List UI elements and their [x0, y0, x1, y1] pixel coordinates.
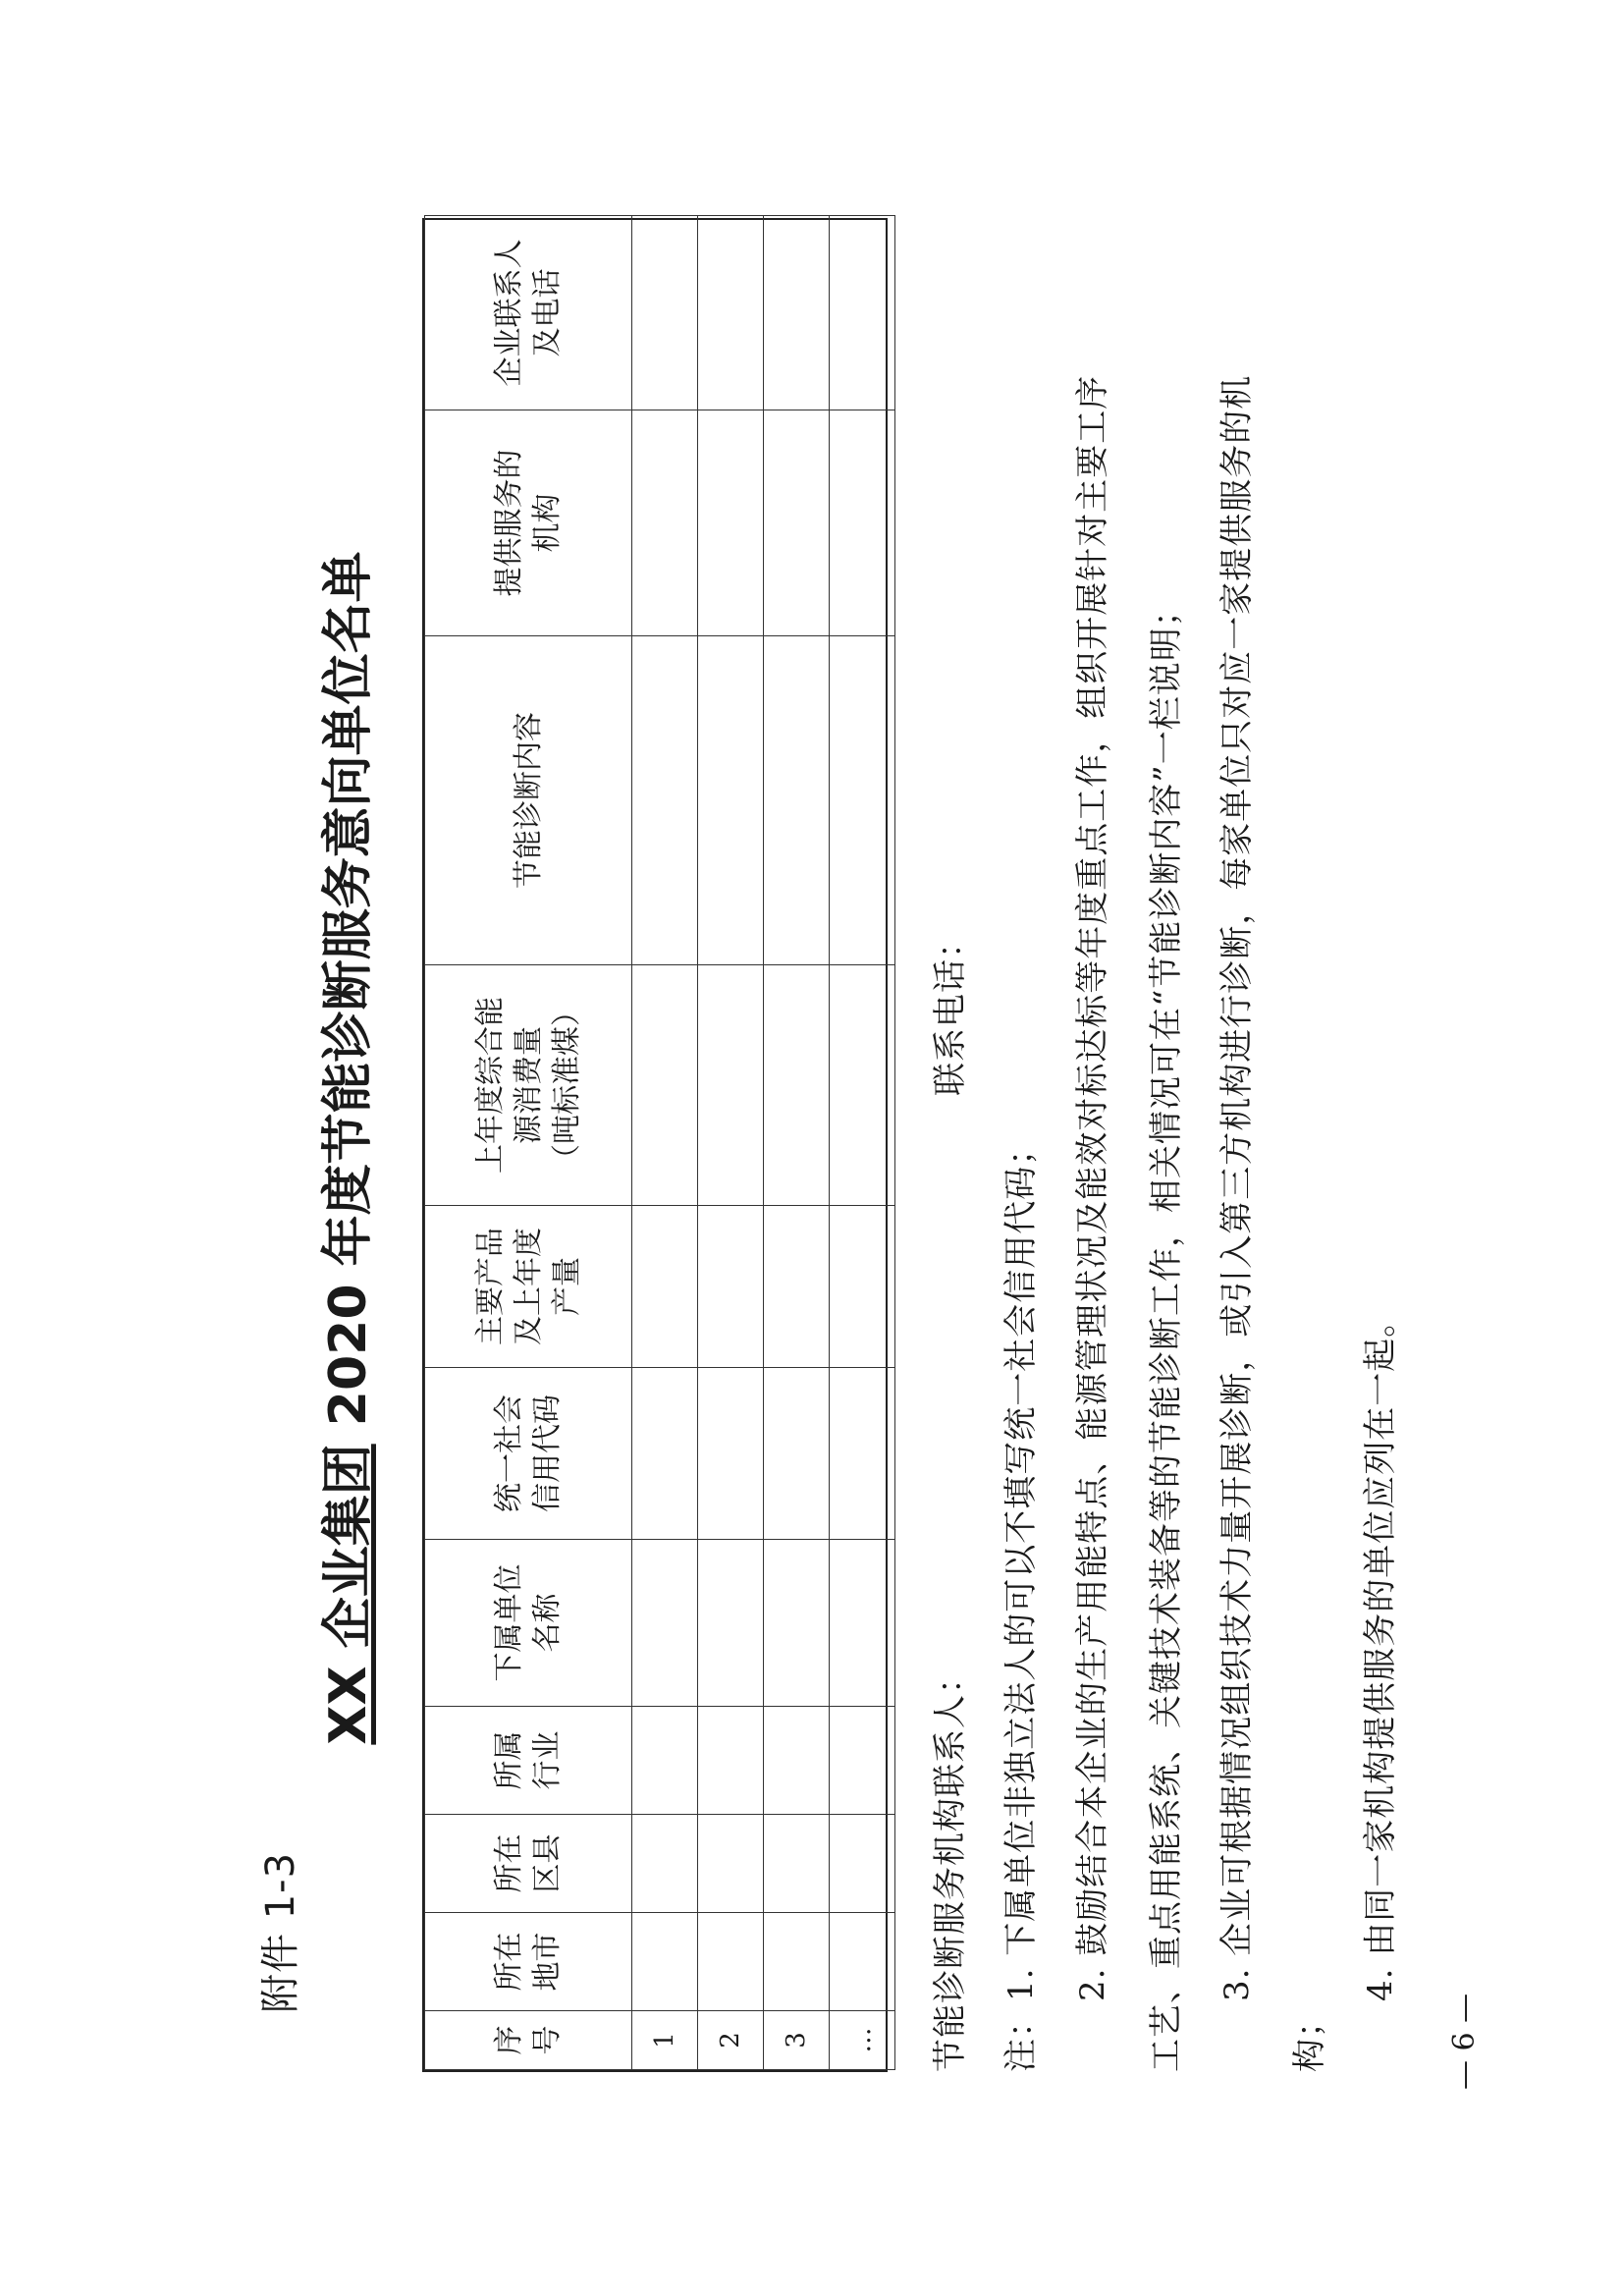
table-cell [632, 410, 698, 636]
document-title [306, 0, 380, 2296]
table-cell [830, 216, 895, 410]
table-cell [698, 1368, 764, 1540]
note-1: 1. 下属单位非独立法人的可以不填写统一社会信用代码； [1001, 1130, 1041, 2001]
table-cell [632, 216, 698, 410]
note-2-continued: 工艺、重点用能系统、关键技术装备等的节能诊断工作，相关情况可在“节能诊断内容”一栏说明； [1147, 592, 1186, 2072]
table-cell [764, 1815, 830, 1913]
table-cell [830, 1540, 895, 1707]
note-2: 2. 鼓励结合本企业的生产用能特点、能源管理状况及能效对标达标等年度重点工作，组织开展针对主要工序 [1073, 374, 1112, 2001]
table-cell [830, 636, 895, 965]
unit-list-table [422, 218, 888, 2072]
column-header: 所在 区县 [425, 1815, 632, 1913]
table-row [698, 216, 764, 2070]
table-cell [830, 1707, 895, 1815]
table-cell [632, 1540, 698, 1707]
table-cell [698, 1815, 764, 1913]
row-number-cell: 1 [632, 2011, 698, 2070]
row-number-cell: … [830, 2011, 895, 2070]
table-row [764, 216, 830, 2070]
note-3: 3. 企业可根据情况组织技术力量开展诊断，或引入第三方机构进行诊断，每家单位只对应一家提供服务的机 [1217, 374, 1257, 2001]
column-header: 下属单位 名称 [425, 1540, 632, 1707]
table-cell [632, 965, 698, 1206]
table-cell [698, 636, 764, 965]
table-cell [830, 1368, 895, 1540]
table-cell [764, 410, 830, 636]
table-header-row [425, 216, 632, 2070]
column-header: 统一社会 信用代码 [425, 1368, 632, 1540]
table-cell [830, 1206, 895, 1368]
attachment-label: 附件 1-3 [258, 1851, 303, 2013]
table-cell [698, 965, 764, 1206]
table-cell [698, 1206, 764, 1368]
column-header: 上年度综合能 源消费量 （吨标准煤） [425, 965, 632, 1206]
table-cell [698, 216, 764, 410]
table-cell [632, 1913, 698, 2011]
table-cell [764, 216, 830, 410]
table-cell [830, 1913, 895, 2011]
note-label: 注： [1001, 2003, 1041, 2072]
table-cell [632, 1368, 698, 1540]
title-text: 2020 年度节能诊断服务意向单位名单 [319, 551, 378, 1445]
table-row [830, 216, 895, 2070]
table-cell [764, 636, 830, 965]
row-number-cell: 3 [764, 2011, 830, 2070]
column-header: 企业联系人 及电话 [425, 216, 632, 410]
table-cell [764, 1540, 830, 1707]
table-cell [764, 1913, 830, 2011]
note-3-continued: 构； [1290, 2003, 1329, 2072]
table-body [632, 216, 895, 2070]
table-cell [632, 1206, 698, 1368]
table-cell [632, 1815, 698, 1913]
column-header: 提供服务的 机构 [425, 410, 632, 636]
column-header: 节能诊断内容 [425, 636, 632, 965]
table-cell [632, 636, 698, 965]
column-header: 序 号 [425, 2011, 632, 2070]
service-contact-label: 节能诊断服务机构联系人： [931, 1660, 970, 2072]
table-row [632, 216, 698, 2070]
column-header: 所属 行业 [425, 1707, 632, 1815]
table-cell [764, 1707, 830, 1815]
table-cell [632, 1707, 698, 1815]
table-cell [830, 965, 895, 1206]
column-header: 主要产品 及上年度 产量 [425, 1206, 632, 1368]
table-cell [698, 1540, 764, 1707]
table-cell [698, 410, 764, 636]
table-cell [764, 1206, 830, 1368]
table-cell [830, 410, 895, 636]
table-cell [830, 1815, 895, 1913]
column-header: 所在 地市 [425, 1913, 632, 2011]
row-number-cell: 2 [698, 2011, 764, 2070]
table-cell [764, 1368, 830, 1540]
table-cell [698, 1913, 764, 2011]
page-number: — 6 — [1447, 1993, 1482, 2090]
note-4: 4. 由同一家机构提供服务的单位应列在一起。 [1361, 1302, 1400, 2001]
table-cell [698, 1707, 764, 1815]
contact-phone-label: 联系电话： [931, 924, 970, 1096]
title-company: XX 企业集团 [319, 1444, 378, 1745]
table-cell [764, 965, 830, 1206]
